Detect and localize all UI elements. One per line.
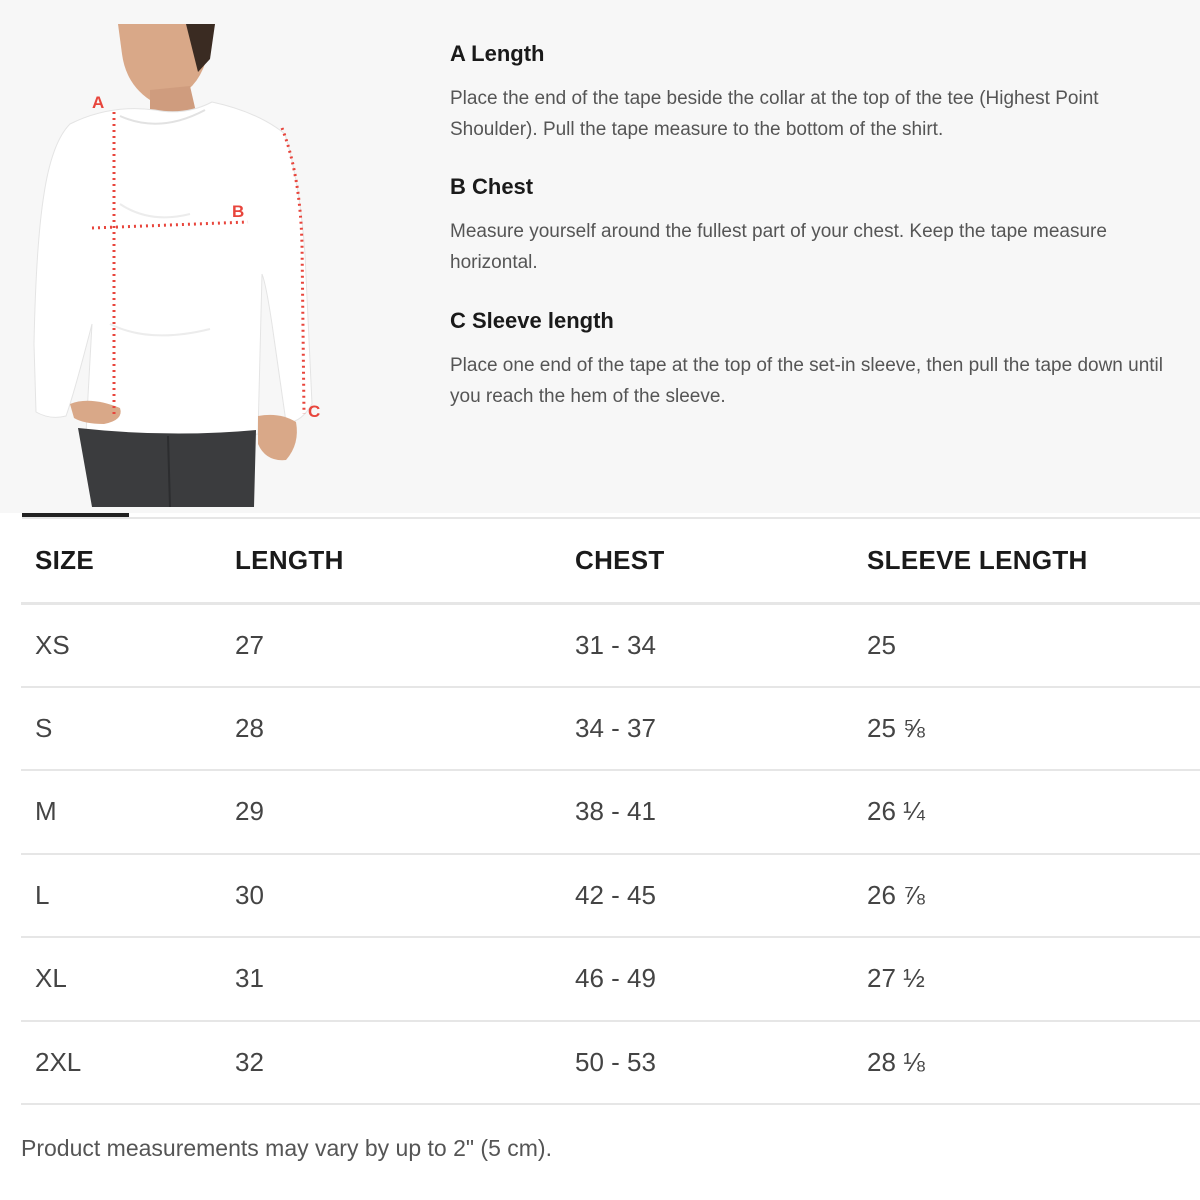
table-row (21, 687, 1200, 771)
cell-length: 31 (235, 963, 264, 994)
table-header-row (21, 519, 1200, 603)
cell-length: 29 (235, 796, 264, 827)
instruction-title: C Sleeve length (450, 308, 614, 333)
instruction-chest (450, 173, 1170, 278)
table-row (21, 1021, 1200, 1105)
cell-length: 30 (235, 879, 264, 910)
marker-c: C (308, 402, 321, 421)
cell-size: XS (35, 629, 70, 660)
cell-chest: 42 - 45 (575, 879, 656, 910)
cell-size: L (35, 879, 50, 910)
cell-chest: 46 - 49 (575, 963, 656, 994)
cell-sleeve-length: 25 (867, 629, 896, 660)
cell-length: 27 (235, 629, 264, 660)
model-figure (0, 24, 345, 507)
header-length: LENGTH (235, 544, 344, 575)
cell-sleeve-length: 25 ⅝ (867, 712, 925, 743)
instruction-title: B Chest (450, 174, 534, 199)
cell-sleeve-length: 26 ⅞ (867, 879, 925, 910)
cell-size: S (35, 712, 53, 743)
table-row (21, 937, 1200, 1021)
cell-sleeve-length: 28 ⅛ (867, 1046, 925, 1077)
table-row (21, 854, 1200, 938)
size-chart-table (21, 519, 1200, 1105)
measurement-guide (0, 0, 1200, 513)
header-size: SIZE (35, 544, 94, 575)
measurement-footnote: Product measurements may vary by up to 2" (5 cm). (21, 1135, 552, 1161)
cell-sleeve-length: 27 ½ (867, 963, 925, 994)
cell-size: M (35, 796, 57, 827)
cell-chest: 34 - 37 (575, 712, 656, 743)
cell-sleeve-length: 26 ¼ (867, 796, 925, 827)
cell-length: 32 (235, 1046, 264, 1077)
instruction-text: Place the end of the tape beside the collar at the top of the tee (Highest Point Shoulder). Pull the tape measure to the bottom of the shirt. (450, 88, 1099, 140)
instruction-title: A Length (450, 41, 545, 66)
measurement-instructions (450, 40, 1170, 407)
marker-a: A (92, 93, 105, 112)
cell-length: 28 (235, 712, 264, 743)
cell-chest: 31 - 34 (575, 629, 656, 660)
shirt-model-illustration (0, 24, 345, 507)
header-sleeve-length: SLEEVE LENGTH (867, 544, 1088, 575)
cell-chest: 38 - 41 (575, 796, 656, 827)
header-chest: CHEST (575, 544, 665, 575)
instruction-text: Place one end of the tape at the top of the set-in sleeve, then pull the tape down until you reach the hem of the sleeve. (450, 355, 1164, 407)
cell-size: 2XL (35, 1046, 82, 1077)
table-row (21, 603, 1200, 687)
instruction-text: Measure yourself around the fullest part of your chest. Keep the tape measure horizontal. (450, 221, 1107, 273)
cell-chest: 50 - 53 (575, 1046, 656, 1077)
instruction-sleeve (450, 307, 1170, 412)
cell-size: XL (35, 963, 67, 994)
table-row (21, 770, 1200, 854)
instruction-length (450, 40, 1170, 145)
marker-b: B (232, 202, 245, 221)
